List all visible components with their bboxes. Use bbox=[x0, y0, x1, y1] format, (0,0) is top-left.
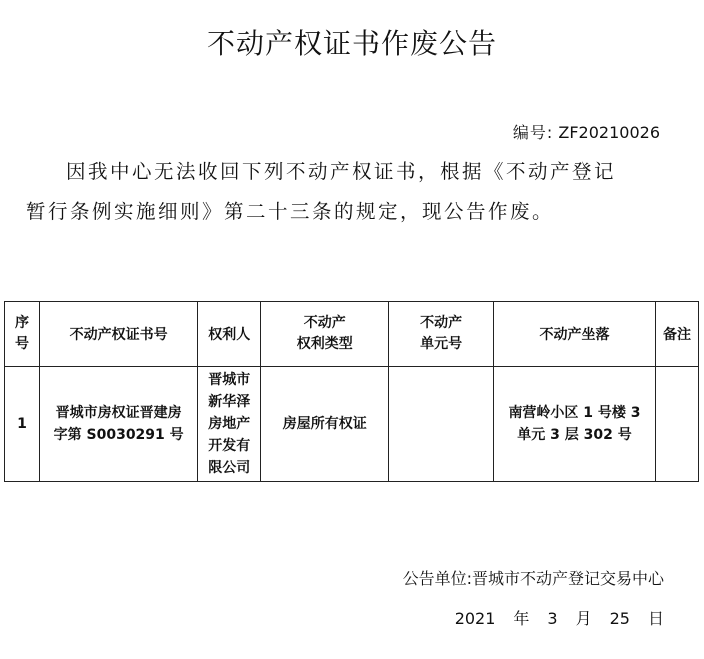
date-day-unit: 日 bbox=[647, 609, 664, 628]
cell-unit-no bbox=[389, 367, 493, 482]
date-month-unit: 月 bbox=[575, 609, 592, 628]
date-day: 25 bbox=[609, 609, 630, 628]
document-number-value: ZF20210026 bbox=[558, 123, 660, 142]
cell-cert-no bbox=[39, 367, 198, 482]
body-line-1 bbox=[26, 152, 666, 192]
body-line-1-text: 因我中心无法收回下列不动产权证书，根据《不动产登记 bbox=[66, 160, 617, 183]
table-row bbox=[5, 367, 699, 482]
location-line-1: 南营岭小区 1 号楼 3 bbox=[508, 405, 641, 421]
cell-note bbox=[656, 367, 699, 482]
date-month: 3 bbox=[547, 609, 558, 628]
document-number-label: 编号: bbox=[512, 123, 554, 142]
header-seq-line-2: 号 bbox=[14, 336, 29, 352]
issuer-label: 公告单位: bbox=[402, 569, 472, 588]
header-unit-line-2: 单元号 bbox=[420, 336, 463, 352]
certificate-table bbox=[4, 301, 699, 482]
announcement-body bbox=[26, 152, 666, 232]
holder-line: 晋城市 bbox=[208, 372, 251, 388]
issuer-name: 晋城市不动产登记交易中心 bbox=[471, 569, 664, 588]
cell-holder bbox=[198, 367, 261, 482]
holder-line: 新华泽 bbox=[208, 394, 251, 410]
holder-line: 限公司 bbox=[208, 460, 251, 476]
cert-no-line-2: 字第 S0030291 号 bbox=[53, 427, 184, 443]
header-type-line-2: 权利类型 bbox=[296, 336, 353, 352]
document-number bbox=[513, 120, 660, 143]
header-unit-no bbox=[389, 302, 493, 367]
cert-no-line-1: 晋城市房权证晋建房 bbox=[55, 405, 182, 421]
holder-line: 开发有 bbox=[208, 438, 251, 454]
header-holder: 权利人 bbox=[198, 302, 261, 367]
header-cert-no: 不动产权证书号 bbox=[39, 302, 198, 367]
page-title: 不动产权证书作废公告 bbox=[206, 27, 497, 60]
holder-line: 房地产 bbox=[208, 416, 251, 432]
location-line-2: 单元 3 层 302 号 bbox=[517, 427, 632, 443]
announcement-date bbox=[455, 606, 664, 629]
table-header-row bbox=[5, 302, 699, 367]
header-seq bbox=[5, 302, 40, 367]
cell-location bbox=[493, 367, 655, 482]
issuer bbox=[403, 566, 664, 589]
cell-seq: 1 bbox=[5, 367, 40, 482]
body-line-2: 暂行条例实施细则》第二十三条的规定，现公告作废。 bbox=[26, 200, 555, 223]
header-note: 备注 bbox=[656, 302, 699, 367]
cell-right-type: 房屋所有权证 bbox=[261, 367, 389, 482]
header-type-line-1: 不动产 bbox=[303, 315, 346, 331]
header-right-type bbox=[261, 302, 389, 367]
header-location: 不动产坐落 bbox=[493, 302, 655, 367]
date-year: 2021 bbox=[454, 609, 496, 628]
header-unit-line-1: 不动产 bbox=[420, 315, 463, 331]
date-year-unit: 年 bbox=[513, 609, 530, 628]
header-seq-line-1: 序 bbox=[14, 315, 29, 331]
